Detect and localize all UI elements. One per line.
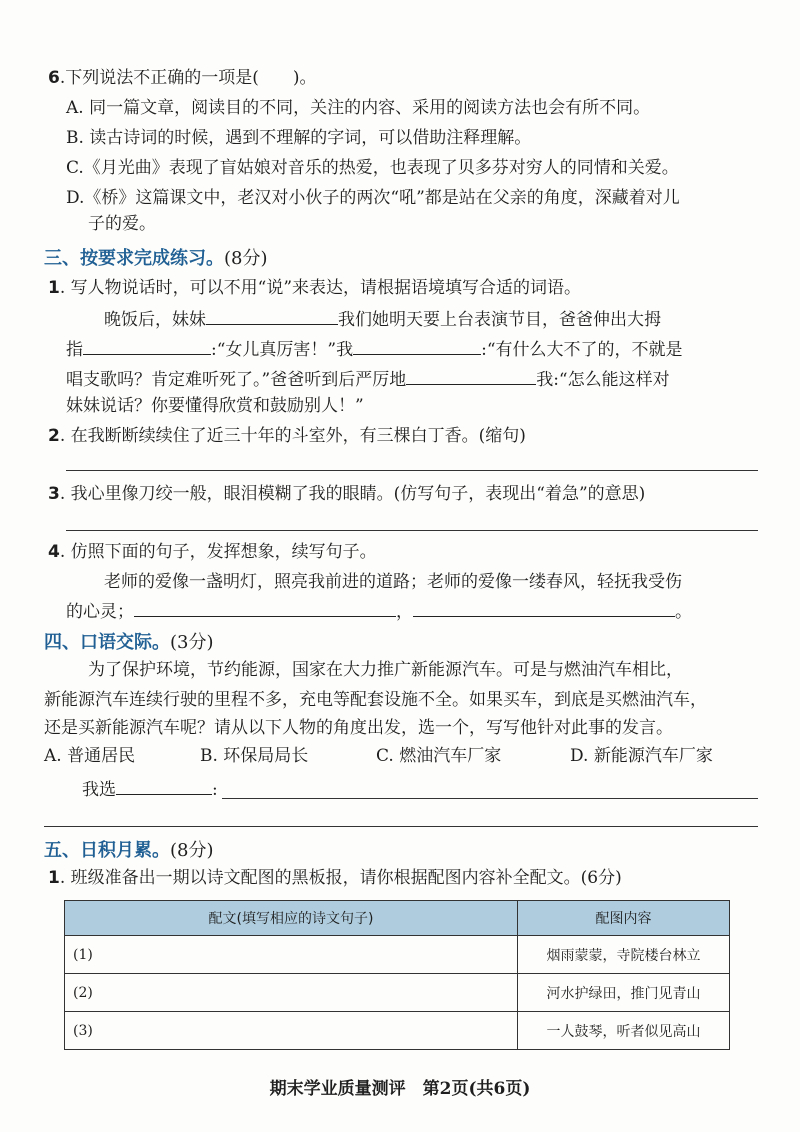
q6-option-a: A. 同一篇文章，阅读目的不同，关注的内容、采用的阅读方法也会有所不同。 (66, 98, 651, 118)
s4-para-2: 新能源汽车连续行驶的里程不多，充电等配套设施不全。如果买车，到底是买燃油汽车， (44, 690, 707, 710)
q6-stem: 6.下列说法不正确的一项是( )。 (48, 68, 317, 88)
s3-q1-line4: 妹妹说话？你要懂得欣赏和鼓励别人！” (66, 396, 364, 416)
fill-blank-2[interactable] (83, 336, 211, 355)
s3-q3-answer-line[interactable] (66, 530, 758, 531)
s3-q1-stem: 1. 写人物说话时，可以不用“说”来表达，请根据语境填写合适的词语。 (48, 278, 582, 298)
table-header-caption: 配文(填写相应的诗文句子) (65, 901, 518, 936)
table-cell-content: 一人鼓琴，听者似见高山 (518, 1012, 730, 1050)
section-4-title: 四、口语交际。(3分) (44, 632, 214, 653)
s3-q1-line3: 唱支歌吗？肯定难听死了。”爸爸听到后严厉地 我:“怎么能这样对 (66, 366, 670, 392)
q6-option-c: C.《月光曲》表现了盲姑娘对音乐的热爱，也表现了贝多芬对穷人的同情和关爱。 (66, 158, 679, 178)
s4-answer-line-2[interactable] (44, 826, 758, 827)
s4-para-1: 为了保护环境，节约能源，国家在大力推广新能源汽车。可是与燃油汽车相比， (88, 660, 683, 680)
s5-q1-stem: 1. 班级准备出一期以诗文配图的黑板报，请你根据配图内容补全配文。(6分) (48, 868, 622, 888)
table-cell-answer[interactable]: (1) (65, 936, 518, 974)
fill-blank-1[interactable] (206, 306, 338, 325)
table-header-row (65, 901, 730, 936)
s3-q3-stem: 3. 我心里像刀绞一般，眼泪模糊了我的眼睛。(仿写句子，表现出“着急”的意思) (48, 484, 646, 504)
s3-q4-sample: 老师的爱像一盏明灯，照亮我前进的道路；老师的爱像一缕春风，轻抚我受伤 (104, 572, 682, 592)
s4-option-a[interactable]: A. 普通居民 (44, 746, 136, 766)
s4-option-d[interactable]: D. 新能源汽车厂家 (570, 746, 713, 766)
s3-q1-line2: 指 :“女儿真厉害！”我 :“有什么大不了的，不就是 (66, 336, 683, 362)
fill-blank-3[interactable] (353, 336, 481, 355)
s3-q2-answer-line[interactable] (66, 470, 758, 471)
table-row (65, 1012, 730, 1050)
fill-blank-choice[interactable] (116, 776, 212, 795)
s4-option-c[interactable]: C. 燃油汽车厂家 (376, 746, 502, 766)
s3-q2-stem: 2. 在我断断续续住了近三十年的斗室外，有三棵白丁香。(缩句) (48, 426, 526, 446)
page-footer: 期末学业质量测评 第2页(共6页) (269, 1079, 531, 1099)
table-row (65, 936, 730, 974)
q6-option-d: D.《桥》这篇课文中，老汉对小伙子的两次“吼”都是站在父亲的角度，深藏着对儿 (66, 188, 680, 208)
section-3-title: 三、按要求完成练习。(8分) (44, 248, 268, 269)
s3-q4-stem: 4. 仿照下面的句子，发挥想象，续写句子。 (48, 542, 377, 562)
s3-q1-line1: 晚饭后，妹妹 我们她明天要上台表演节目，爸爸伸出大拇 (104, 306, 661, 332)
fill-blank-6[interactable] (413, 598, 675, 617)
fill-blank-4[interactable] (406, 366, 536, 385)
s4-answer-line-1[interactable] (222, 798, 758, 799)
s4-option-b[interactable]: B. 环保局局长 (200, 746, 309, 766)
table-row (65, 974, 730, 1012)
section-5-title: 五、日积月累。(8分) (44, 840, 214, 861)
s4-choose-line: 我选 : (82, 776, 218, 802)
s3-q4-continue: 的心灵； ， 。 (66, 598, 692, 624)
table-header-content: 配图内容 (518, 901, 730, 936)
q6-option-d-cont: 子的爱。 (88, 214, 156, 234)
q6-option-b: B. 读古诗词的时候，遇到不理解的字词，可以借助注释理解。 (66, 128, 532, 148)
table-cell-answer[interactable]: (2) (65, 974, 518, 1012)
s4-para-3: 还是买新能源汽车呢？请从以下人物的角度出发，选一个，写写他针对此事的发言。 (44, 718, 673, 738)
table-cell-content: 河水护绿田，推门见青山 (518, 974, 730, 1012)
poem-table (64, 900, 730, 1050)
table-cell-answer[interactable]: (3) (65, 1012, 518, 1050)
table-cell-content: 烟雨蒙蒙，寺院楼台林立 (518, 936, 730, 974)
fill-blank-5[interactable] (134, 598, 396, 617)
